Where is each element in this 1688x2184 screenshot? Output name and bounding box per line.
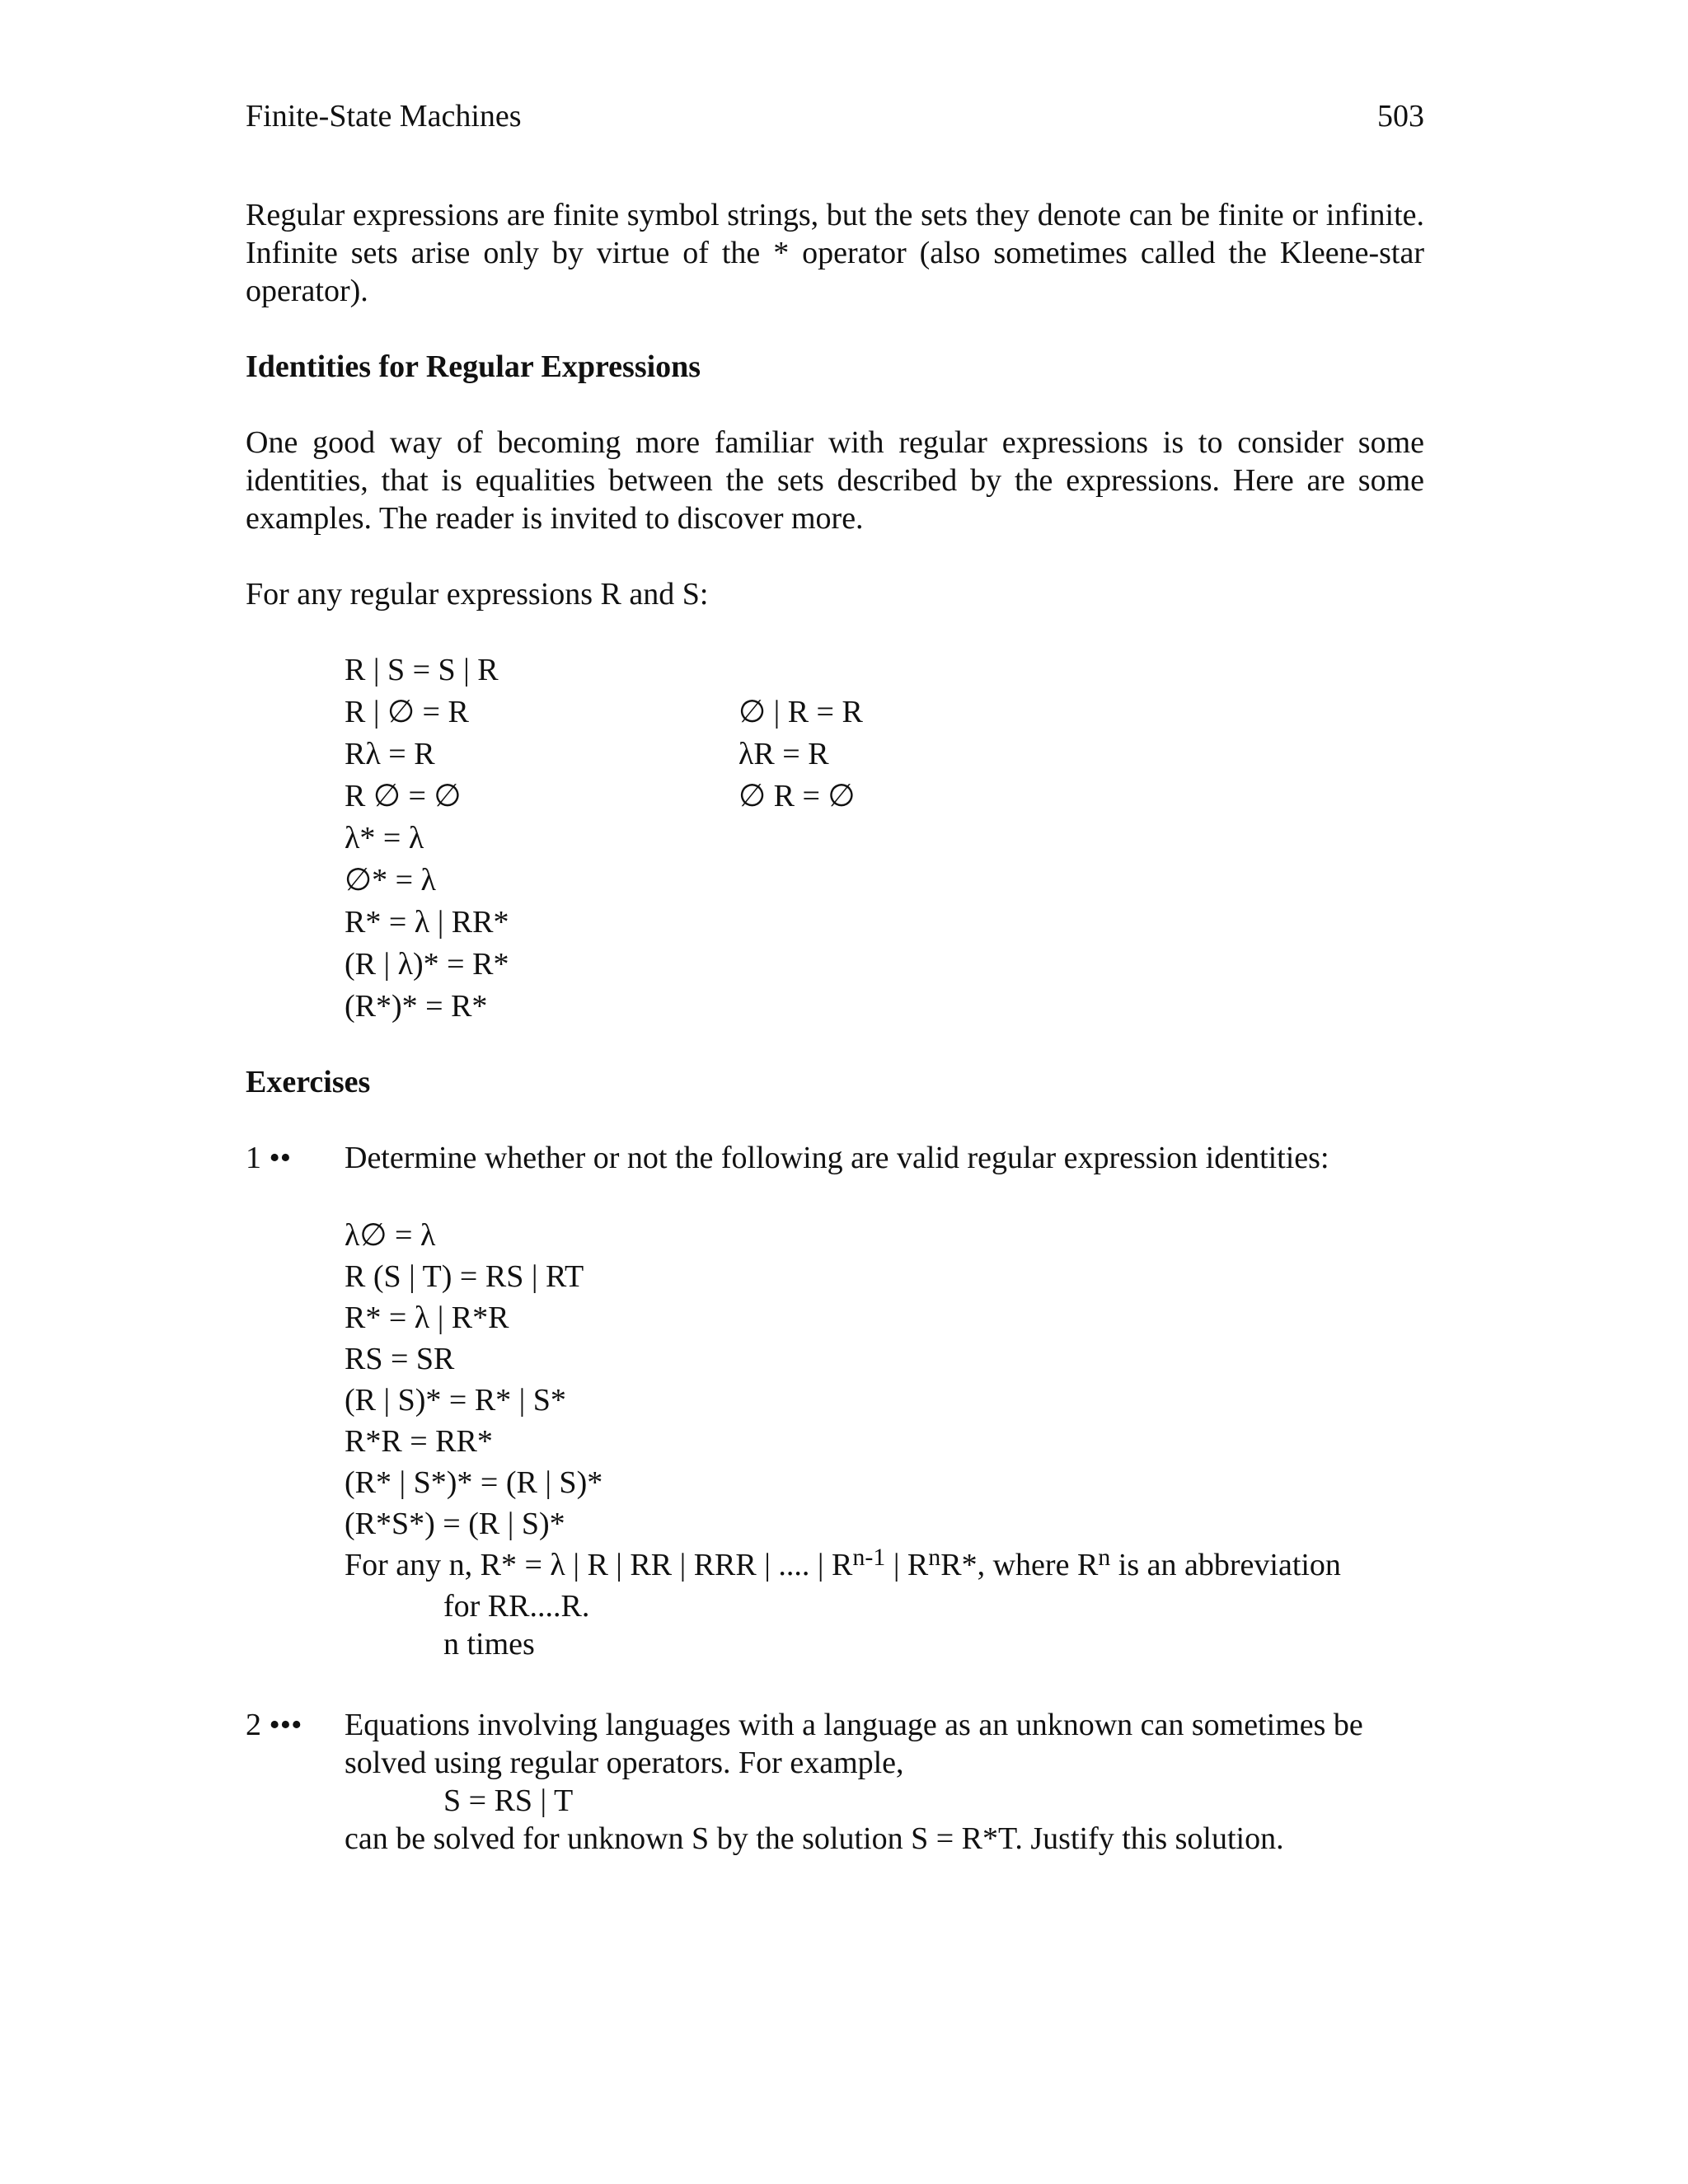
page-number: 503: [1377, 99, 1424, 134]
item-9-part-1: For any n, R* = λ | R | RR | RRR | .... | R: [345, 1548, 853, 1582]
identity-left-6: ∅* = λ: [345, 863, 436, 898]
identity-right-3: ∅ R = ∅: [738, 779, 856, 813]
exercise-1-item-7: (R* | S*)* = (R | S)*: [345, 1465, 603, 1500]
exercise-2-equation: S = RS | T: [443, 1783, 574, 1818]
exercise-1-item-9-line-3: n times: [443, 1627, 535, 1661]
exercise-1-item-2: R (S | T) = RS | RT: [345, 1259, 584, 1294]
exercise-1-item-6: R*R = RR*: [345, 1424, 493, 1459]
exercise-2-line-4: can be solved for unknown S by the solution S = R*T. Justify this solution.: [345, 1821, 1284, 1856]
exercises-heading: Exercises: [246, 1065, 371, 1099]
item-9-part-4: is an abbreviation: [1110, 1548, 1341, 1582]
identity-left-1: R | S = S | R: [345, 653, 499, 687]
item-9-superscript-2: n: [928, 1544, 941, 1571]
exercise-2-number: 2 •••: [246, 1708, 302, 1742]
identity-left-3: Rλ = R: [345, 737, 435, 771]
exercise-1-item-4: RS = SR: [345, 1342, 455, 1376]
identities-heading: Identities for Regular Expressions: [246, 349, 701, 384]
identity-right-2: λR = R: [738, 737, 829, 771]
identity-left-9: (R*)* = R*: [345, 989, 488, 1024]
exercise-1-item-8: (R*S*) = (R | S)*: [345, 1507, 565, 1541]
identity-left-8: (R | λ)* = R*: [345, 947, 509, 982]
identity-right-1: ∅ | R = R: [738, 695, 863, 729]
identity-left-2: R | ∅ = R: [345, 695, 469, 729]
identity-left-5: λ* = λ: [345, 821, 424, 855]
exercise-2-line-2: solved using regular operators. For example,: [345, 1746, 904, 1780]
item-9-part-3: R*, where R: [940, 1548, 1099, 1582]
exercise-1-item-9-line-2: for RR....R.: [443, 1589, 590, 1624]
exercise-1-item-3: R* = λ | R*R: [345, 1301, 509, 1335]
running-header: [246, 97, 1424, 138]
exercise-1-item-1: λ∅ = λ: [345, 1218, 436, 1253]
identity-left-4: R ∅ = ∅: [345, 779, 462, 813]
chapter-title: Finite-State Machines: [246, 99, 522, 134]
item-9-superscript-1: n-1: [852, 1544, 886, 1571]
exercise-1-item-5: (R | S)* = R* | S*: [345, 1383, 566, 1418]
identity-left-7: R* = λ | RR*: [345, 905, 509, 940]
item-9-part-2: | R: [885, 1548, 929, 1582]
exercise-1-item-9: [345, 1546, 1341, 1584]
exercise-2-line-1: Equations involving languages with a language as an unknown can sometimes be: [345, 1708, 1363, 1742]
exercise-1-prompt: Determine whether or not the following are valid regular expression identities:: [345, 1141, 1329, 1175]
intro-paragraph: Regular expressions are finite symbol strings, but the sets they denote can be finite or infinite. Infinite sets arise only by virtue of the * operator (also sometimes called the Kleene-star operator).: [246, 198, 1424, 308]
item-9-superscript-3: n: [1098, 1544, 1111, 1571]
identities-lead-in: For any regular expressions R and S:: [246, 577, 709, 612]
identities-paragraph: One good way of becoming more familiar with regular expressions is to consider some identities, that is equalities between the sets described by the expressions. Here are some examples. The reader is invited to discover more.: [246, 425, 1424, 536]
exercise-1-number: 1 ••: [246, 1141, 292, 1175]
